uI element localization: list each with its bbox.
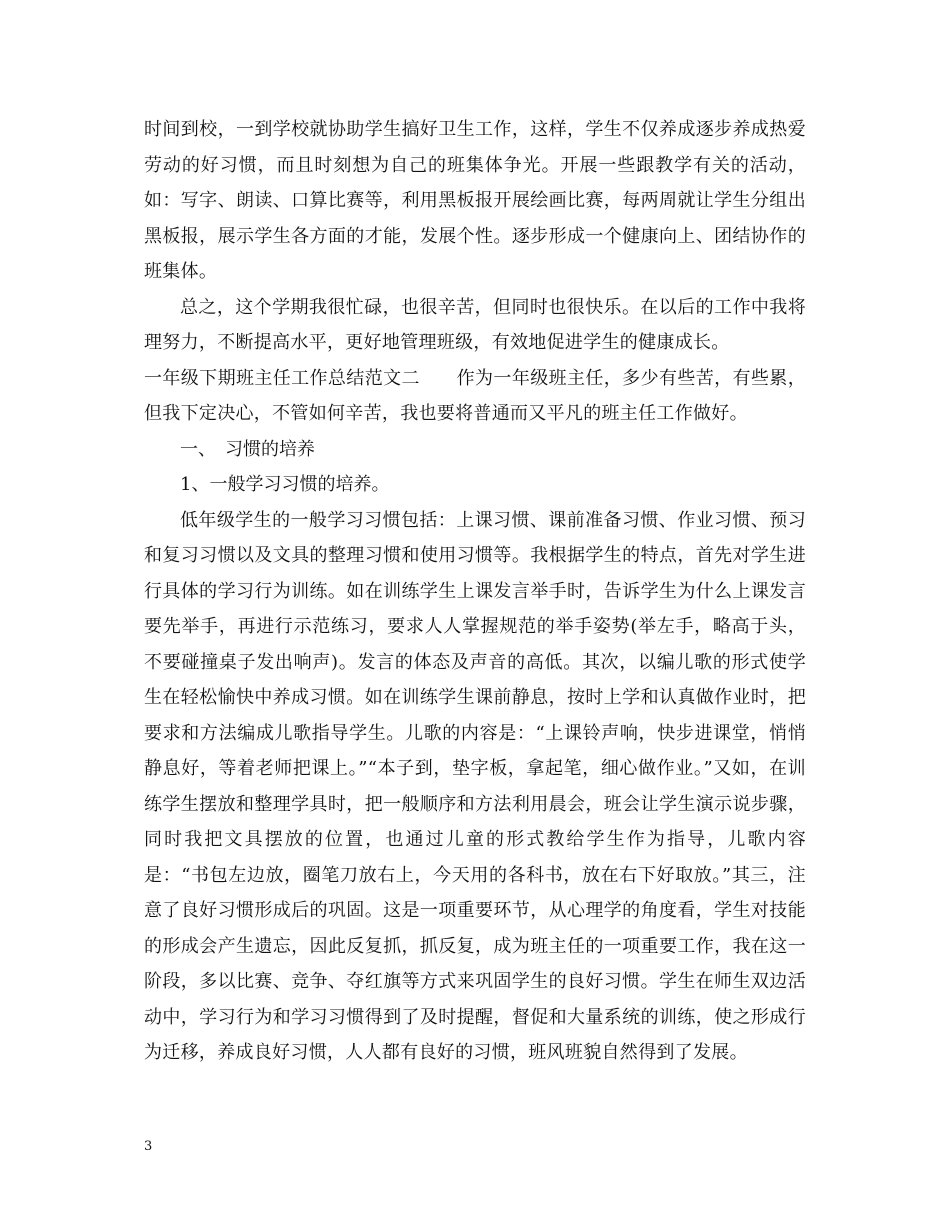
- page-number: 3: [144, 1139, 153, 1154]
- subsection-heading: 1、一般学习习惯的培养。: [180, 474, 390, 495]
- paragraph-4: 低年级学生的一般学习习惯包括：上课习惯、课前准备习惯、作业习惯、预习和复习习惯以及文具的整理习惯和使用习惯等。我根据学生的特点，首先对学生进行具体的学习行为训练。如在训练学生上课发言举手时，告诉学生为什么上课发言要先举手，再进行示范练习，要求人人掌握规范的举手姿势(举左手，略高于头，不要碰撞桌子发出响声)。发言的体态及声音的高低。其次，以编儿歌的形式使学生在轻松愉快中养成习惯。如在训练学生课前静息，按时上学和认真做作业时，把要求和方法编成儿歌指导学生。儿歌的内容是：“上课铃声响，快步进课堂，悄悄静息好，等着老师把课上。”“本子到，垫字板，拿起笔，细心做作业。”又如，在训练学生摆放和整理学具时，把一般顺序和方法利用晨会，班会让学生演示说步骤，同时我把文具摆放的位置，也通过儿童的形式教给学生作为指导，儿歌内容是：“书包左边放，圈笔刀放右上，今天用的各科书，放在右下好取放。”其三，注意了良好习惯形成后的巩固。这是一项重要环节，从心理学的角度看，学生对技能的形成会产生遗忘，因此反复抓，抓反复，成为班主任的一项重要工作，我在这一阶段，多以比赛、竞争、夺红旗等方式来巩固学生的良好习惯。学生在师生双边活动中，学习行为和学习习惯得到了及时提醒，督促和大量系统的训练，使之形成行为迁移，养成良好习惯，人人都有良好的习惯，班风班貌自然得到了发展。: [144, 509, 806, 1063]
- body-text: [144, 112, 806, 1071]
- paragraph-3: 一年级下期班主任工作总结范文二 作为一年级班主任，多少有些苦，有些累，但我下定决心，不管如何辛苦，我也要将普通而又平凡的班主任工作做好。: [144, 367, 806, 424]
- paragraph-1: 时间到校，一到学校就协助学生搞好卫生工作，这样，学生不仅养成逐步养成热爱劳动的好习惯，而且时刻想为自己的班集体争光。开展一些跟教学有关的活动，如：写字、朗读、口算比赛等，利用黑板报开展绘画比赛，每两周就让学生分组出黑板报，展示学生各方面的才能，发展个性。逐步形成一个健康向上、团结协作的班集体。: [144, 119, 806, 282]
- paragraph-2: 总之，这个学期我很忙碌，也很辛苦，但同时也很快乐。在以后的工作中我将理努力，不断提高水平，更好地管理班级，有效地促进学生的健康成长。: [144, 296, 806, 353]
- section-heading: 一、 习惯的培养: [180, 438, 315, 460]
